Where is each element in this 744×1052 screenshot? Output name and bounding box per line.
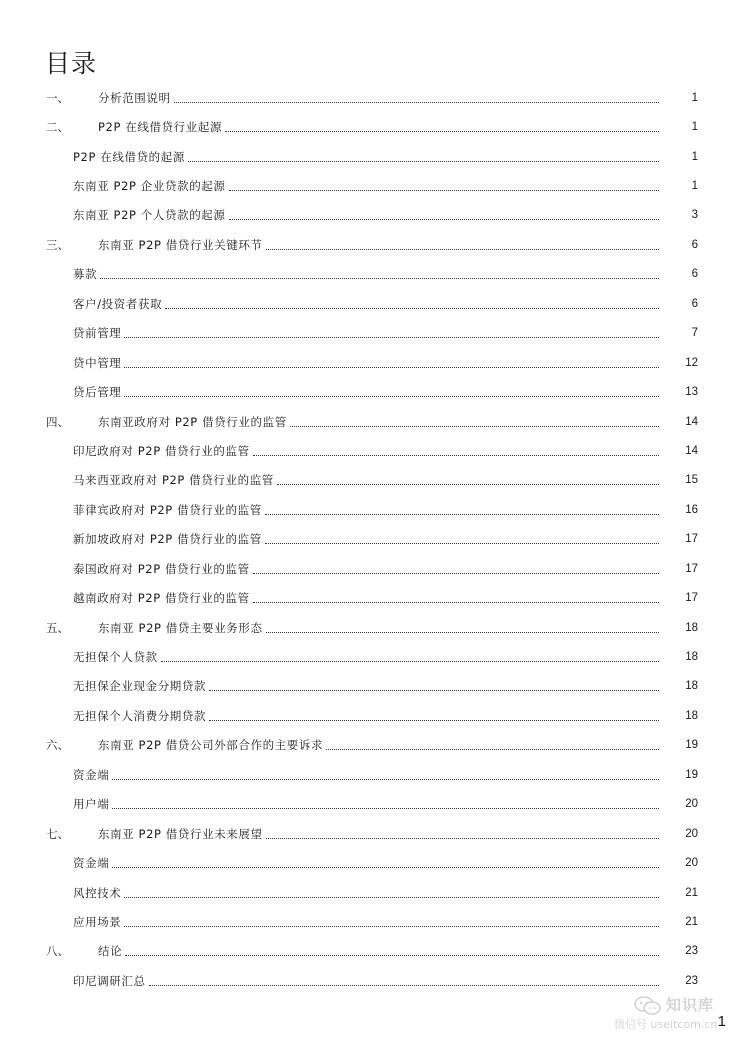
toc-leader-dots	[149, 984, 659, 986]
toc-entry-title: 应用场景	[73, 914, 124, 930]
toc-entry[interactable]	[0, 672, 744, 701]
toc-entry-number: 五、	[46, 620, 69, 635]
toc-entry-page: 21	[685, 886, 698, 899]
watermark-brand: 知识库	[666, 996, 715, 1014]
toc-entry[interactable]	[0, 407, 744, 436]
toc-leader-dots	[253, 572, 659, 574]
toc-entry-link[interactable]	[0, 878, 744, 907]
toc-entry-link[interactable]	[0, 142, 744, 171]
toc-entry[interactable]	[0, 112, 744, 141]
toc-entry[interactable]	[0, 848, 744, 877]
toc-entry-link[interactable]	[0, 907, 744, 936]
toc-leader-dots	[124, 395, 659, 397]
toc-entry-page: 17	[685, 562, 698, 575]
toc-entry-page: 1	[691, 150, 698, 163]
toc-entry-link[interactable]	[0, 790, 744, 819]
toc-entry-title: 风控技术	[73, 885, 124, 901]
toc-entry-title: 东南亚 P2P 借贷公司外部合作的主要诉求	[98, 737, 326, 753]
toc-entry-title: 越南政府对 P2P 借贷行业的监管	[73, 590, 253, 606]
toc-entry-link[interactable]	[0, 642, 744, 671]
toc-entry-title: 分析范围说明	[98, 90, 174, 106]
toc-entry-title: 贷中管理	[73, 355, 124, 371]
toc-entry-title: P2P 在线借贷的起源	[73, 149, 188, 165]
toc-entry-link[interactable]	[0, 583, 744, 612]
toc-entry-page: 23	[685, 974, 698, 987]
toc-leader-dots	[209, 689, 659, 691]
toc-entry[interactable]	[0, 436, 744, 465]
toc-entry-link[interactable]	[0, 407, 744, 436]
toc-entry-page: 1	[691, 180, 698, 193]
toc-entry-link[interactable]	[0, 466, 744, 495]
toc-entry-link[interactable]	[0, 525, 744, 554]
toc-leader-dots	[253, 601, 659, 603]
toc-entry[interactable]	[0, 966, 744, 995]
toc-entry-number: 七、	[46, 826, 69, 841]
toc-entry-link[interactable]	[0, 848, 744, 877]
toc-entry-page: 17	[685, 592, 698, 605]
toc-entry-title: 无担保个人贷款	[73, 649, 161, 665]
toc-entry-number: 六、	[46, 738, 69, 753]
toc-leader-dots	[266, 631, 659, 633]
toc-entry-page: 13	[685, 386, 698, 399]
toc-entry-page: 1	[691, 91, 698, 104]
toc-leader-dots	[112, 866, 659, 868]
toc-entry[interactable]	[0, 377, 744, 406]
toc-entry[interactable]	[0, 819, 744, 848]
toc-entry-link[interactable]	[0, 230, 744, 259]
toc-entry-link[interactable]	[0, 819, 744, 848]
toc-entry-title: 印尼调研汇总	[73, 973, 149, 989]
toc-entry-title: 无担保个人消费分期贷款	[73, 708, 209, 724]
toc-entry-title: 无担保企业现金分期贷款	[73, 678, 209, 694]
toc-entry-page: 21	[685, 915, 698, 928]
toc-entry-link[interactable]	[0, 672, 744, 701]
toc-entry-link[interactable]	[0, 495, 744, 524]
toc-entry-link[interactable]	[0, 83, 744, 112]
toc-entry-title: 募款	[73, 266, 100, 282]
toc-leader-dots	[125, 954, 659, 956]
toc-entry[interactable]	[0, 171, 744, 200]
toc-leader-dots	[229, 189, 660, 191]
toc-entry-page: 20	[685, 827, 698, 840]
toc-leader-dots	[253, 454, 659, 456]
toc-leader-dots	[290, 425, 659, 427]
toc-leader-dots	[174, 101, 659, 103]
toc-leader-dots	[229, 218, 660, 220]
toc-entry-page: 20	[685, 798, 698, 811]
toc-entry[interactable]	[0, 230, 744, 259]
toc-leader-dots	[124, 366, 659, 368]
toc-title: 目录	[45, 49, 98, 78]
toc-entry-link[interactable]	[0, 289, 744, 318]
toc-entry-title: 客户/投资者获取	[73, 296, 165, 312]
toc-entry-page: 3	[691, 209, 698, 222]
watermark-subtitle: 微信号 useitcom.cn	[614, 1018, 718, 1031]
toc-entry-page: 14	[685, 415, 698, 428]
toc-entry-link[interactable]	[0, 260, 744, 289]
toc-entry-title: 结论	[98, 943, 125, 959]
toc-leader-dots	[165, 307, 659, 309]
toc-entry-link[interactable]	[0, 966, 744, 995]
toc-entry[interactable]	[0, 466, 744, 495]
toc-entry-number: 一、	[46, 90, 69, 105]
toc-entry-link[interactable]	[0, 377, 744, 406]
toc-entry-link[interactable]	[0, 171, 744, 200]
toc-entry-link[interactable]	[0, 348, 744, 377]
toc-entry-title: 贷前管理	[73, 325, 124, 341]
toc-entry-title: 东南亚 P2P 借贷主要业务形态	[98, 620, 266, 636]
toc-entry[interactable]	[0, 583, 744, 612]
toc-entry[interactable]	[0, 289, 744, 318]
toc-leader-dots	[124, 336, 659, 338]
toc-entry-page: 18	[685, 709, 698, 722]
toc-leader-dots	[112, 807, 659, 809]
toc-entry-page: 19	[685, 768, 698, 781]
toc-leader-dots	[124, 896, 659, 898]
toc-entry-title: P2P 在线借贷行业起源	[98, 119, 225, 135]
toc-leader-dots	[124, 925, 659, 927]
toc-entry-title: 东南亚 P2P 借贷行业未来展望	[98, 826, 266, 842]
toc-leader-dots	[266, 837, 659, 839]
toc-entry-title: 菲律宾政府对 P2P 借贷行业的监管	[73, 502, 265, 518]
toc-entry[interactable]	[0, 760, 744, 789]
toc-entry[interactable]	[0, 613, 744, 642]
toc-leader-dots	[277, 483, 659, 485]
toc-entry-page: 6	[691, 268, 698, 281]
toc-entry-title: 资金端	[73, 855, 112, 871]
toc-entry-link[interactable]	[0, 112, 744, 141]
toc-entry[interactable]	[0, 348, 744, 377]
toc-entry-number: 三、	[46, 237, 69, 252]
toc-entry-link[interactable]	[0, 436, 744, 465]
toc-entry[interactable]	[0, 937, 744, 966]
toc-entry-link[interactable]	[0, 554, 744, 583]
toc-entry-page: 18	[685, 621, 698, 634]
toc-entry[interactable]	[0, 701, 744, 730]
toc-entry-page: 23	[685, 945, 698, 958]
toc-entry-title: 新加坡政府对 P2P 借贷行业的监管	[73, 531, 265, 547]
toc-entry[interactable]	[0, 201, 744, 230]
toc-entry[interactable]	[0, 495, 744, 524]
toc-entry-number: 二、	[46, 120, 69, 135]
toc-entry-page: 14	[685, 444, 698, 457]
page-number: 1	[717, 1013, 726, 1030]
toc-entry-link[interactable]	[0, 613, 744, 642]
toc-entry[interactable]	[0, 525, 744, 554]
toc-entry-page: 16	[685, 503, 698, 516]
toc-entry[interactable]	[0, 142, 744, 171]
toc-entry-link[interactable]	[0, 701, 744, 730]
toc-entry-page: 7	[691, 327, 698, 340]
toc-entry[interactable]	[0, 878, 744, 907]
toc-leader-dots	[112, 778, 659, 780]
watermark	[614, 992, 734, 1034]
toc-entry-title: 资金端	[73, 767, 112, 783]
toc-leader-dots	[188, 160, 659, 162]
toc-entry-page: 1	[691, 121, 698, 134]
toc-entry[interactable]	[0, 554, 744, 583]
toc-entry-link[interactable]	[0, 731, 744, 760]
toc-entry-page: 12	[685, 356, 698, 369]
toc-entry-title: 印尼政府对 P2P 借贷行业的监管	[73, 443, 253, 459]
toc-list	[0, 83, 744, 996]
toc-entry[interactable]	[0, 319, 744, 348]
toc-entry[interactable]	[0, 260, 744, 289]
toc-entry-page: 17	[685, 533, 698, 546]
toc-leader-dots	[209, 719, 659, 721]
toc-entry-title: 马来西亚政府对 P2P 借贷行业的监管	[73, 472, 277, 488]
toc-entry-title: 东南亚 P2P 企业贷款的起源	[73, 178, 229, 194]
toc-entry-link[interactable]	[0, 319, 744, 348]
toc-entry[interactable]	[0, 83, 744, 112]
toc-entry-page: 18	[685, 680, 698, 693]
toc-entry[interactable]	[0, 642, 744, 671]
toc-entry[interactable]	[0, 731, 744, 760]
toc-entry-page: 15	[685, 474, 698, 487]
toc-entry-page: 19	[685, 739, 698, 752]
toc-entry-page: 6	[691, 297, 698, 310]
toc-leader-dots	[225, 130, 659, 132]
toc-leader-dots	[326, 748, 659, 750]
toc-entry-number: 八、	[46, 944, 69, 959]
toc-entry-link[interactable]	[0, 201, 744, 230]
toc-entry-title: 用户端	[73, 796, 112, 812]
toc-entry-link[interactable]	[0, 760, 744, 789]
toc-entry[interactable]	[0, 790, 744, 819]
toc-leader-dots	[266, 248, 659, 250]
toc-entry-title: 泰国政府对 P2P 借贷行业的监管	[73, 561, 253, 577]
toc-entry-page: 20	[685, 857, 698, 870]
toc-leader-dots	[161, 660, 659, 662]
toc-entry-title: 贷后管理	[73, 384, 124, 400]
toc-entry-page: 18	[685, 651, 698, 664]
toc-entry-title: 东南亚 P2P 借贷行业关键环节	[98, 237, 266, 253]
toc-leader-dots	[100, 277, 659, 279]
toc-entry[interactable]	[0, 907, 744, 936]
toc-entry-link[interactable]	[0, 937, 744, 966]
toc-leader-dots	[265, 542, 659, 544]
toc-entry-page: 6	[691, 238, 698, 251]
toc-entry-title: 东南亚政府对 P2P 借贷行业的监管	[98, 414, 290, 430]
wechat-icon	[634, 996, 662, 1020]
toc-leader-dots	[265, 513, 659, 515]
toc-entry-title: 东南亚 P2P 个人贷款的起源	[73, 207, 229, 223]
toc-entry-number: 四、	[46, 414, 69, 429]
